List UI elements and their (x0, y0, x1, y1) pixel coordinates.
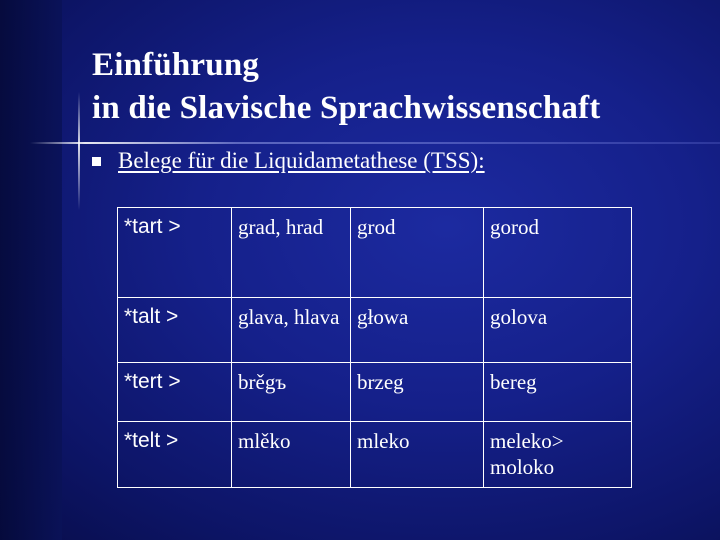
square-bullet-icon (92, 157, 101, 166)
slide-title-line-1: Einführung (92, 47, 260, 83)
slide-title (92, 44, 600, 130)
table-cell: meleko> moloko (484, 422, 632, 488)
table-row (118, 298, 632, 363)
table-cell: glava, hlava (232, 298, 351, 363)
table-row (118, 422, 632, 488)
table-cell: mlěko (232, 422, 351, 488)
vertical-accent-line (78, 92, 80, 210)
table-cell: *tert > (118, 363, 232, 422)
bullet-item (92, 146, 485, 176)
table-row (118, 208, 632, 298)
table-cell: grad, hrad (232, 208, 351, 298)
bullet-text: Belege für die Liquidametathese (TSS): (118, 148, 485, 173)
table-cell: *talt > (118, 298, 232, 363)
table-cell: gorod (484, 208, 632, 298)
table-cell: *tart > (118, 208, 232, 298)
table-cell: grod (351, 208, 484, 298)
horizontal-accent-line (30, 142, 720, 144)
table-cell: bereg (484, 363, 632, 422)
table-row (118, 363, 632, 422)
table-cell: mleko (351, 422, 484, 488)
table-cell: brzeg (351, 363, 484, 422)
slide-title-line-2: in die Slavische Sprachwissenschaft (92, 90, 601, 126)
table-cell: brěgъ (232, 363, 351, 422)
table-cell: *telt > (118, 422, 232, 488)
table-cell: golova (484, 298, 632, 363)
liquid-metathesis-table (117, 207, 632, 488)
table-cell: głowa (351, 298, 484, 363)
left-decoration-band (0, 0, 62, 540)
